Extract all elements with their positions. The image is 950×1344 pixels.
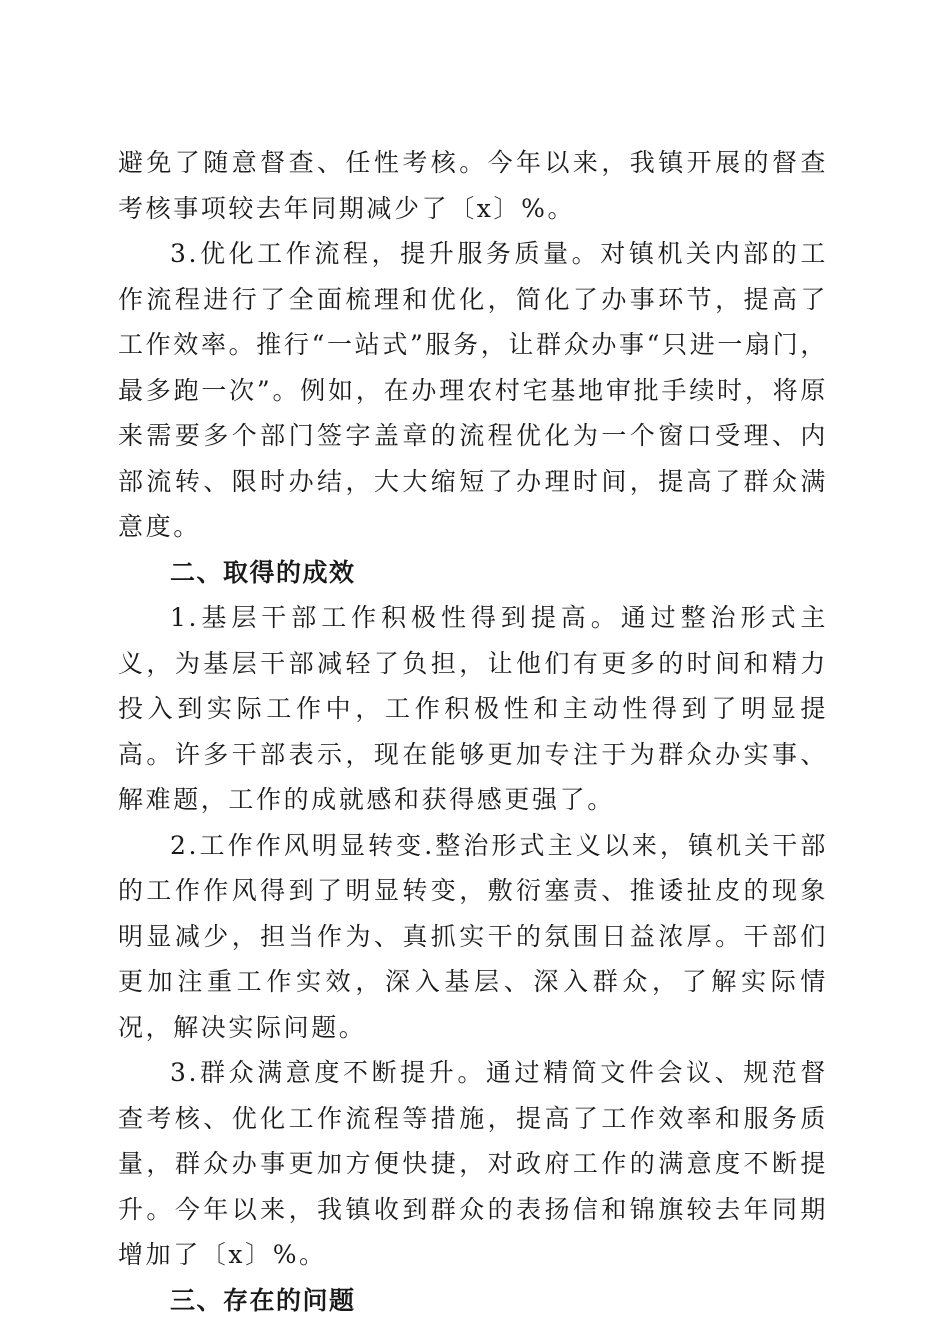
paragraph-optimize-workflow: 3.优化工作流程，提升服务质量。对镇机关内部的工作流程进行了全面梳理和优化，简化了办事环节，提高了工作效率。推行“一站式”服务，让群众办事“只进一扇门，最多跑一次”。例如，在办理农村宅基地审批手续时，将原来需要多个部门签字盖章的流程优化为一个窗口受理、内部流转、限时办结，大大缩短了办理时间，提高了群众满意度。 [118, 239, 828, 541]
section-heading-achievements: 二、取得的成效 [170, 557, 356, 587]
paragraph-work-style: 2.工作作风明显转变.整治形式主义以来，镇机关干部的工作作风得到了明显转变，敷衍塞责、推诿扯皮的现象明显减少，担当作为、真抓实干的氛围日益浓厚。干部们更加注重工作实效，深入基层、深入群众，了解实际情况，解决实际问题。 [118, 830, 828, 1042]
paragraph-public-satisfaction: 3.群众满意度不断提升。通过精简文件会议、规范督查考核、优化工作流程等措施，提高了工作效率和服务质量，群众办事更加方便快捷，对政府工作的满意度不断提升。今年以来，我镇收到群众的表扬信和锦旗较去年同期增加了〔x〕%。 [118, 1058, 828, 1269]
section-heading-problems: 三、存在的问题 [170, 1285, 356, 1315]
paragraph-cadre-enthusiasm: 1.基层干部工作积极性得到提高。通过整治形式主义，为基层干部减轻了负担，让他们有更多的时间和精力投入到实际工作中，工作积极性和主动性得到了明显提高。许多干部表示，现在能够更加专注于为群众办实事、解难题，工作的成就感和获得感更强了。 [118, 603, 828, 814]
paragraph-continuation: 避免了随意督查、任性考核。今年以来，我镇开展的督查考核事项较去年同期减少了〔x〕%。 [118, 148, 828, 223]
document-body [118, 140, 828, 1323]
